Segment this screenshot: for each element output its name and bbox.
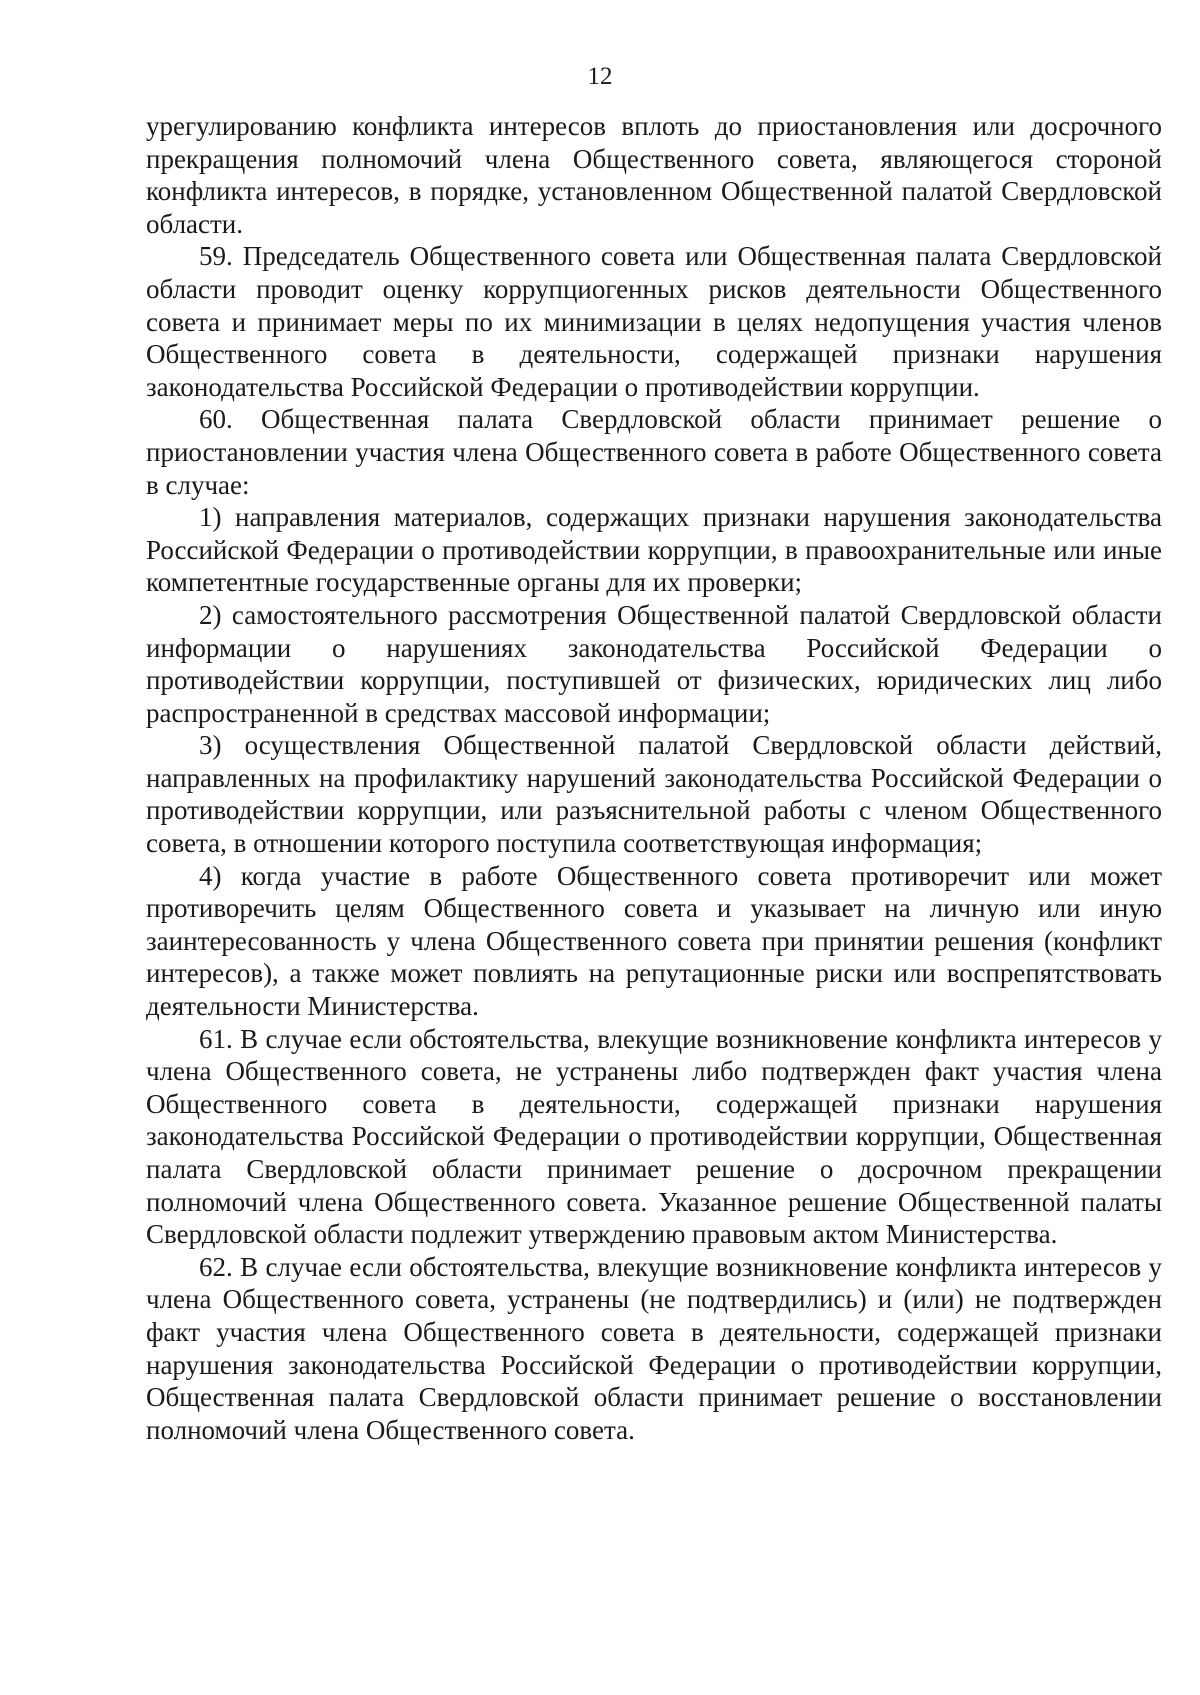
paragraph-item-61: 61. В случае если обстоятельства, влекущие возникновение конфликта интересов у члена Общественного совета, не устранены либо подтвержден факт участия члена Общественного совета в деятельности, содержащей признаки нарушения законодательства Российской Федерации о противодействии коррупции, Общественная палата Свердловской области принимает решение о досрочном прекращении полномочий члена Общественного совета. Указанное решение Общественной палаты Свердловской области подлежит утверждению правовым актом Министерства. — [146, 1023, 1162, 1250]
paragraph-item-60: 60. Общественная палата Свердловской области принимает решение о приостановлении участия члена Общественного совета в работе Общественного совета в случае: — [146, 404, 1162, 500]
page-number: 12 — [587, 63, 613, 90]
paragraph-subitem-2: 2) самостоятельного рассмотрения Общественной палатой Свердловской области информации о нарушениях законодательства Российской Федерации о противодействии коррупции, поступившей от физических, юридических лиц либо распространенной в средствах массовой информации; — [146, 599, 1162, 728]
paragraph-item-62: 62. В случае если обстоятельства, влекущие возникновение конфликта интересов у члена Общественного совета, устранены (не подтвердились) и (или) не подтвержден факт участия члена Общественного совета в деятельности, содержащей признаки нарушения законодательства Российской Федерации о противодействии коррупции, Общественная палата Свердловской области принимает решение о восстановлении полномочий члена Общественного совета. — [146, 1251, 1162, 1445]
paragraph-subitem-1: 1) направления материалов, содержащих признаки нарушения законодательства Российской Федерации о противодействии коррупции, в правоохранительные или иные компетентные государственные органы для их проверки; — [146, 502, 1162, 598]
paragraph-continuation: урегулированию конфликта интересов вплоть до приостановления или досрочного прекращения полномочий члена Общественного совета, являющегося стороной конфликта интересов, в порядке, установленном Общественной палатой Свердловской области. — [146, 111, 1162, 239]
paragraph-subitem-4: 4) когда участие в работе Общественного совета противоречит или может противоречить целям Общественного совета и указывает на личную или иную заинтересованность у члена Общественного совета при принятии решения (конфликт интересов), а также может повлиять на репутационные риски или воспрепятствовать деятельности Министерства. — [146, 860, 1162, 1022]
paragraph-item-59: 59. Председатель Общественного совета или Общественная палата Свердловской области проводит оценку коррупциогенных рисков деятельности Общественного совета и принимает меры по их минимизации в целях недопущения участия членов Общественного совета в деятельности, содержащей признаки нарушения законодательства Российской Федерации о противодействии коррупции. — [146, 241, 1162, 402]
document-body — [146, 110, 1162, 1446]
paragraph-subitem-3: 3) осуществления Общественной палатой Свердловской области действий, направленных на профилактику нарушений законодательства Российской Федерации о противодействии коррупции, или разъяснительной работы с членом Общественного совета, в отношении которого поступила соответствующая информация; — [146, 730, 1162, 859]
